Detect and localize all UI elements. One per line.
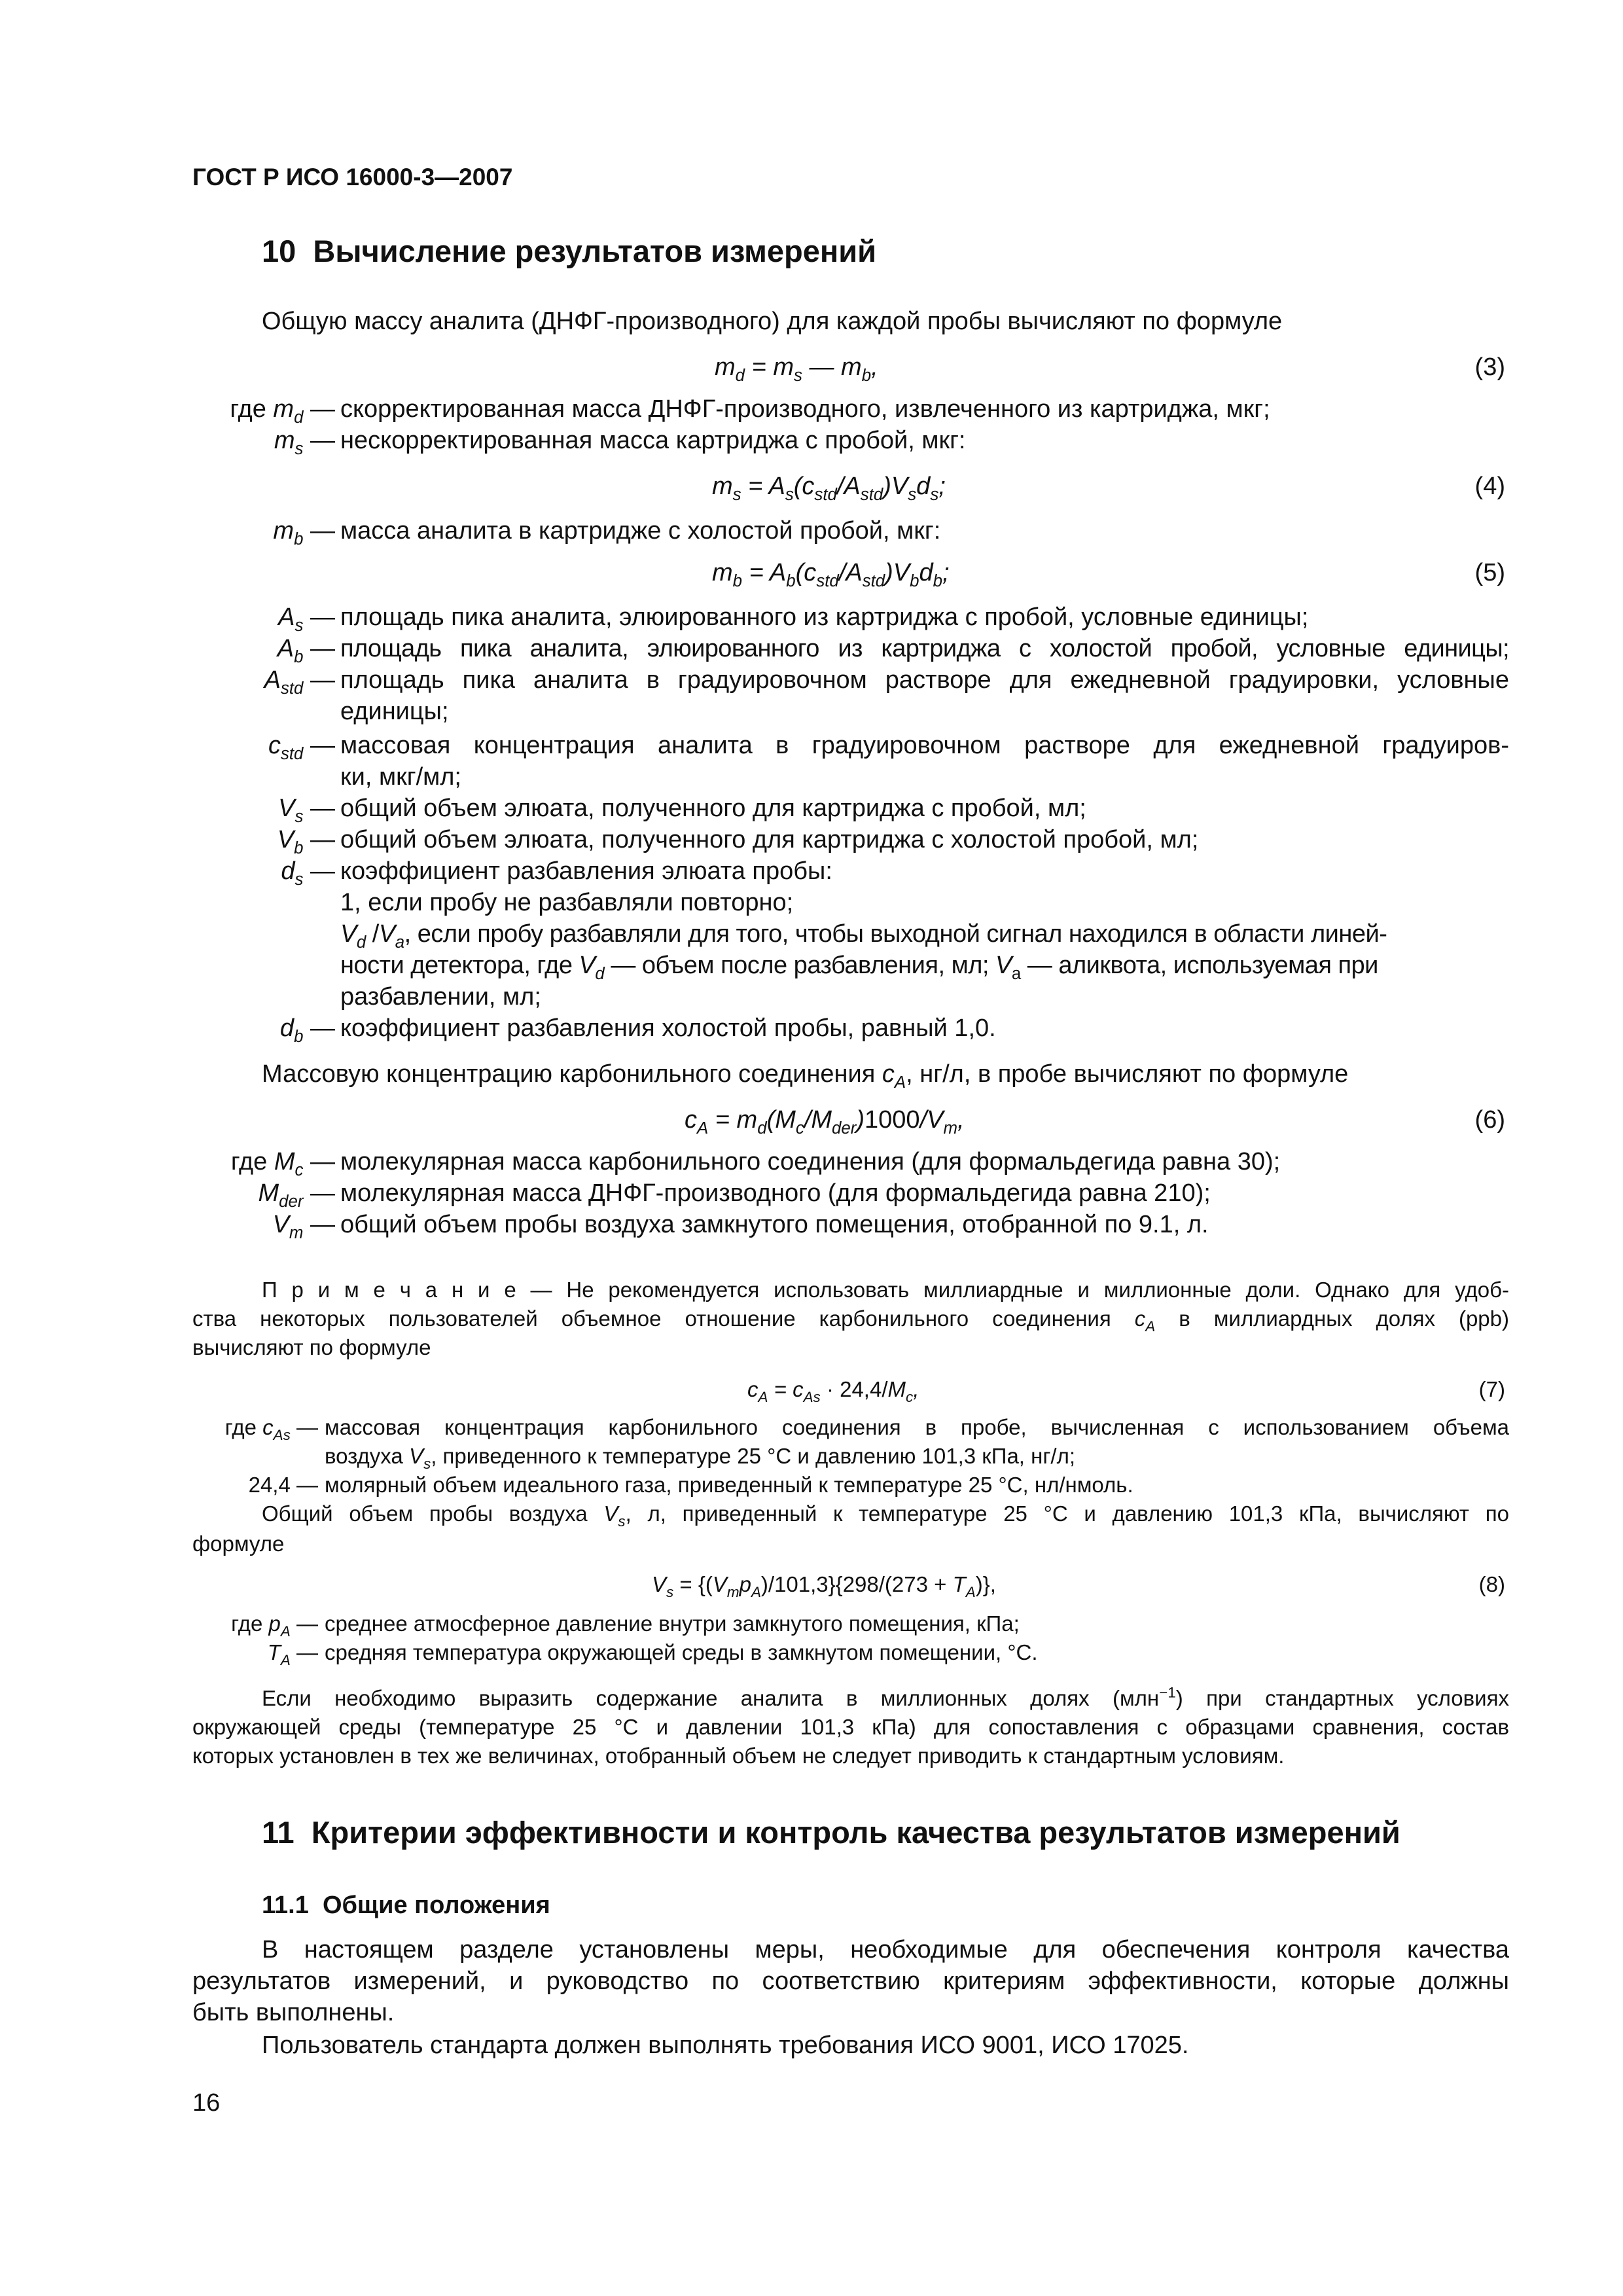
volume-para-line2: формуле xyxy=(192,1532,285,1556)
def-ms: нескорректированная масса картриджа с пробой, мкг: xyxy=(340,427,966,454)
note-line2b: в миллиардных долях (ppb) xyxy=(1179,1306,1509,1331)
eq-number-4: (4) xyxy=(1474,473,1505,500)
note-line1 xyxy=(262,1278,1509,1302)
def-molar-volume: молярный объем идеального газа, приведенный к температуре 25 °C, нл/нмоль. xyxy=(325,1473,1133,1497)
note-line2: ства некоторых пользователей объемное отношение карбонильного соединения $c_A$ в миллиардных долях (ppb) xyxy=(192,1306,1509,1331)
section-11-para2: Пользователь стандарта должен выполнять требования ИСО 9001, ИСО 17025. xyxy=(262,2032,1189,2059)
symbol-Mder: $M_{der}$ — xyxy=(258,1179,335,1211)
symbol-TA: $T_A$ — xyxy=(267,1640,318,1668)
volume-para-line1: Общий объем пробы воздуха $V_s$, л, приведенный к температуре 25 °C и давлению 101,3 кПа, вычисляют по xyxy=(262,1501,1509,1526)
def-cAs-line2a: воздуха xyxy=(325,1444,403,1468)
symbol-Mc: где $M_c$ — xyxy=(230,1148,335,1180)
def-Mder: молекулярная масса ДНФГ-производного (для формальдегида равна 210); xyxy=(340,1179,1211,1207)
formula-4: $m_s = A_s(c_{std}/A_{std})V_sd_s$; xyxy=(712,473,946,505)
section-10-number: 10 xyxy=(262,234,296,268)
def-md: скорректированная масса ДНФГ-производного, извлеченного из картриджа, мкг; xyxy=(340,395,1270,423)
where-label-4: где xyxy=(231,1611,263,1636)
symbol-Vs: $V_s$ — xyxy=(278,795,335,827)
formula-7: $c_A = c_{As} \cdot 24,4/M_c$, xyxy=(747,1377,919,1405)
def-Vm: общий объем пробы воздуха замкнутого помещения, отобранной по 9.1, л. xyxy=(340,1211,1209,1238)
def-Astd-line1: площадь пика аналита в градуировочном растворе для ежедневной градуировки, условные xyxy=(340,666,1509,694)
subsection-11-1-number: 11.1 xyxy=(262,1892,309,1919)
section-11-heading xyxy=(262,1814,1400,1850)
def-ds-line3: $V_d$ $/V_a$, если пробу разбавляли для того, чтобы выходной сигнал находился в области линей- xyxy=(340,920,1387,952)
def-Mc: молекулярная масса карбонильного соединения (для формальдегида равна 30); xyxy=(340,1148,1281,1175)
section-11-para1-line2: результатов измерений, и руководство по соответствию критериям эффективности, которые должны xyxy=(192,1967,1509,1995)
symbol-Astd: $A_{std}$ — xyxy=(264,666,335,698)
eq-number-5: (5) xyxy=(1474,559,1505,586)
subsection-11-1-title: Общие положения xyxy=(323,1892,550,1919)
eq-number-8: (8) xyxy=(1478,1572,1505,1596)
section-11-number: 11 xyxy=(262,1815,294,1850)
where-label-2: где xyxy=(230,1148,268,1175)
symbol-mb: $m_b$ — xyxy=(273,517,335,549)
volume-para-1b: , л, приведенный к температуре 25 °C и давлению 101,3 кПа, вычисляют по xyxy=(625,1501,1509,1526)
symbol-molar-volume: 24,4 — xyxy=(248,1473,318,1497)
note-line1-text: — Не рекомендуется использовать миллиардные и миллионные доли. Однако для удоб- xyxy=(530,1278,1509,1302)
note-line3: вычисляют по формуле xyxy=(192,1335,431,1359)
symbol-cAs: где $c_{As}$ — xyxy=(224,1415,318,1443)
final-para-line2: окружающей среды (температуре 25 °C и давлении 101,3 кПа) для сопоставления с образцами сравнения, состав xyxy=(192,1715,1509,1739)
symbol-ms: $m_s$ — xyxy=(274,427,335,459)
def-ds-line4a: ности детектора, где xyxy=(340,952,573,979)
where-label: где xyxy=(230,395,266,423)
subsection-11-1-heading xyxy=(262,1892,550,1920)
def-Vs: общий объем элюата, полученного для картриджа с пробой, мл; xyxy=(340,795,1086,822)
def-db: коэффициент разбавления холостой пробы, равный 1,0. xyxy=(340,1014,996,1042)
def-As: площадь пика аналита, элюированного из картриджа с пробой, условные единицы; xyxy=(340,603,1309,631)
symbol-cstd: $c_{std}$ — xyxy=(268,732,335,764)
def-Vb: общий объем элюата, полученного для картриджа с холостой пробой, мл; xyxy=(340,826,1199,853)
cA-intro: Массовую концентрацию карбонильного соединения $c_A$, нг/л, в пробе вычисляют по формуле xyxy=(262,1060,1349,1092)
def-cstd-line2: ки, мкг/мл; xyxy=(340,763,461,791)
note-label: П р и м е ч а н и е xyxy=(262,1278,516,1302)
symbol-Ab: $A_b$ — xyxy=(277,635,335,667)
page-number: 16 xyxy=(192,2089,221,2117)
symbol-db: $d_b$ — xyxy=(279,1014,335,1047)
eq-number-6: (6) xyxy=(1474,1106,1505,1134)
final-para-line1: Если необходимо выразить содержание аналита в миллионных долях (млн$^{-1}$) при стандартных условиях xyxy=(262,1686,1509,1710)
section-10-heading xyxy=(262,233,876,269)
document-header: ГОСТ Р ИСО 16000-3—2007 xyxy=(192,164,513,190)
symbol-md: где $m_d$ — xyxy=(230,395,335,427)
def-ds-line1: коэффициент разбавления элюата пробы: xyxy=(340,857,832,885)
def-cAs-line1: массовая концентрация карбонильного соединения в пробе, вычисленная с использованием объема xyxy=(325,1415,1509,1439)
eq-number-3: (3) xyxy=(1474,353,1505,381)
symbol-ds: $d_s$ — xyxy=(281,857,335,889)
symbol-Vb: $V_b$ — xyxy=(277,826,335,858)
section-11-title: Критерии эффективности и контроль качества результатов измерений xyxy=(311,1815,1400,1850)
def-cAs-line2b: , приведенного к температуре 25 °C и давлению 101,3 кПа, нг/л; xyxy=(431,1444,1075,1468)
symbol-pA: где $p_A$ — xyxy=(231,1611,318,1640)
eq-number-7: (7) xyxy=(1478,1377,1505,1401)
def-Ab: площадь пика аналита, элюированного из картриджа с холостой пробой, условные единицы; xyxy=(340,635,1509,662)
formula-3: $m_d = m_s$ — $m_b$, xyxy=(715,353,878,386)
def-pA: среднее атмосферное давление внутри замкнутого помещения, кПа; xyxy=(325,1611,1020,1636)
symbol-Vm: $V_m$ — xyxy=(272,1211,335,1243)
def-TA: средняя температура окружающей среды в замкнутом помещении, °C. xyxy=(325,1640,1038,1664)
where-label-3: где xyxy=(224,1415,257,1439)
def-ds-line3-text: если пробу разбавляли для того, чтобы выходной сигнал находился в области линей- xyxy=(417,920,1387,948)
def-ds-line4: ности детектора, где $V_d$ — объем после разбавления, мл; $V_a$ — аликвота, используемая при xyxy=(340,952,1378,984)
def-ds-line4b: — объем после разбавления, мл; xyxy=(611,952,989,979)
final-para-1a: Если необходимо выразить содержание аналита в миллионных долях (млн xyxy=(262,1686,1160,1710)
symbol-As: $A_s$ — xyxy=(278,603,335,636)
section-10-title: Вычисление результатов измерений xyxy=(313,234,877,268)
formula-5: $m_b = A_b(c_{std}/A_{std})V_bd_b$; xyxy=(712,559,950,591)
molar-volume-value: 24,4 xyxy=(248,1473,291,1497)
def-ds-line5: разбавлении, мл; xyxy=(340,983,541,1011)
volume-para-1a: Общий объем пробы воздуха xyxy=(262,1501,588,1526)
def-Astd-line2: единицы; xyxy=(340,698,449,725)
formula-8: $V_s = \{(V_mp_A)/101,3\}\{298/(273 + T_A)\}$, xyxy=(652,1572,996,1600)
section-11-para1-line3: быть выполнены. xyxy=(192,1999,395,2026)
def-cstd-line1: массовая концентрация аналита в градуировочном растворе для ежедневной градуиров- xyxy=(340,732,1509,759)
def-ds-line4c: — аликвота, используемая при xyxy=(1027,952,1378,979)
section-10-intro: Общую массу аналита (ДНФГ-производного) для каждой пробы вычисляют по формуле xyxy=(262,308,1283,335)
section-11-para1-line1: В настоящем разделе установлены меры, необходимые для обеспечения контроля качества xyxy=(262,1936,1509,1964)
cA-intro-b: , нг/л, в пробе вычисляют по формуле xyxy=(906,1060,1349,1088)
final-para-line3: которых установлен в тех же величинах, отобранный объем не следует приводить к стандартным условиям. xyxy=(192,1744,1285,1768)
def-ds-line2: 1, если пробу не разбавляли повторно; xyxy=(340,889,794,916)
final-para-1b: ) при стандартных условиях xyxy=(1175,1686,1509,1710)
def-mb: масса аналита в картридже с холостой пробой, мкг: xyxy=(340,517,941,545)
note-line2a: ства некоторых пользователей объемное отношение карбонильного соединения xyxy=(192,1306,1111,1331)
def-cAs-line2: воздуха $V_s$, приведенного к температуре 25 °C и давлению 101,3 кПа, нг/л; xyxy=(325,1444,1075,1472)
formula-6: $c_A = m_d(M_c/M_{der})1000/V_m$, xyxy=(685,1106,965,1138)
cA-intro-a: Массовую концентрацию карбонильного соединения xyxy=(262,1060,876,1088)
